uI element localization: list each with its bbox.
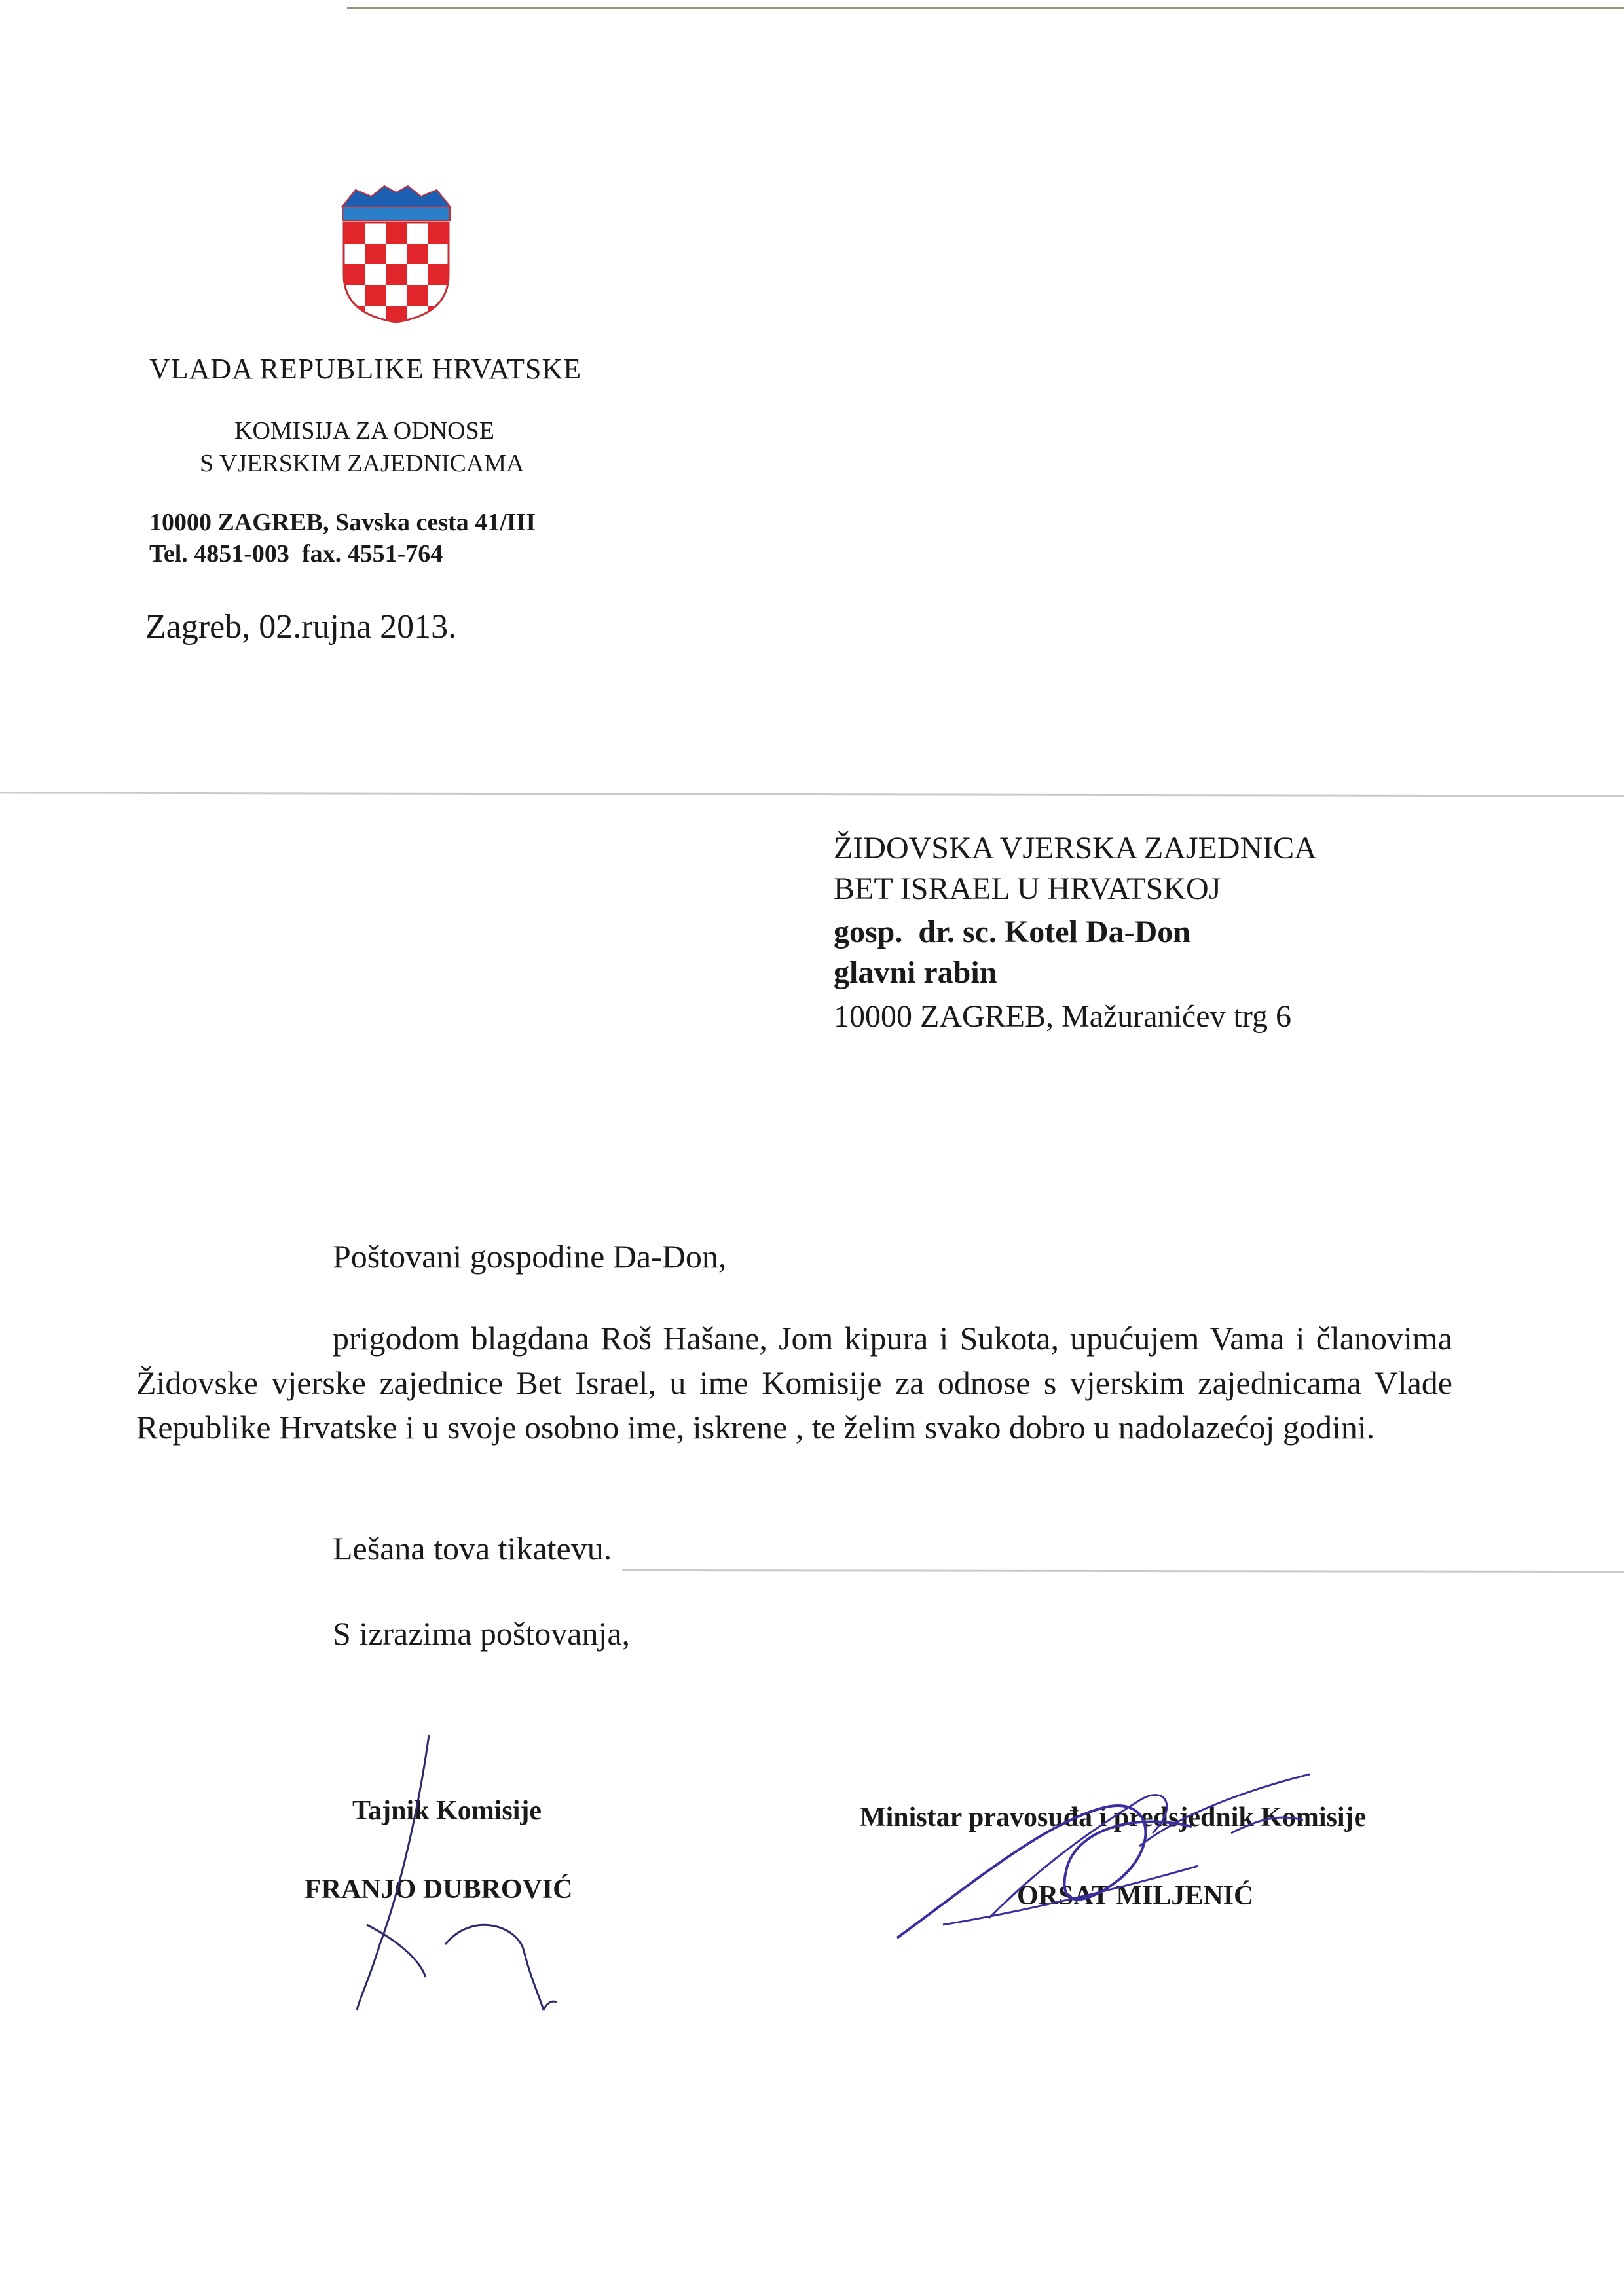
recipient-name: gosp. dr. sc. Kotel Da-Don <box>834 915 1190 949</box>
recipient-line1: ŽIDOVSKA VJERSKA ZAJEDNICA <box>834 831 1317 866</box>
sender-phone-fax: Tel. 4851-003 fax. 4551-764 <box>149 540 443 568</box>
letter-body <box>136 1316 1452 1449</box>
letter-date: Zagreb, 02.rujna 2013. <box>145 608 457 646</box>
right-signatory-role: Ministar pravosuđa i predsjednik Komisije <box>860 1802 1367 1832</box>
scan-top-edge <box>347 7 1624 9</box>
sender-address: 10000 ZAGREB, Savska cesta 41/III <box>149 509 536 536</box>
left-handwritten-signature <box>321 1728 596 2030</box>
commission-name-line1: KOMISIJA ZA ODNOSE <box>234 417 494 445</box>
recipient-address: 10000 ZAGREB, Mažuranićev trg 6 <box>834 999 1291 1034</box>
greeting-line: Lešana tova tikatevu. <box>333 1530 612 1567</box>
salutation: Poštovani gospodine Da-Don, <box>333 1238 727 1275</box>
commission-name-line2: S VJERSKIM ZAJEDNICAMA <box>200 450 525 477</box>
croatian-coat-of-arms-icon <box>337 183 455 324</box>
fold-crease-lower <box>622 1569 1624 1573</box>
government-title: VLADA REPUBLIKE HRVATSKE <box>149 353 582 385</box>
closing-line: S izrazima poštovanja, <box>333 1615 631 1652</box>
left-signatory-role: Tajnik Komisije <box>352 1796 542 1826</box>
recipient-title: glavni rabin <box>834 955 997 990</box>
fold-crease-upper <box>0 792 1624 797</box>
right-handwritten-signature <box>891 1768 1323 1951</box>
recipient-line2: BET ISRAEL U HRVATSKOJ <box>834 871 1221 906</box>
left-signatory-name: FRANJO DUBROVIĆ <box>304 1874 573 1904</box>
letter-body-paragraph: prigodom blagdana Roš Hašane, Jom kipura i Sukota, upućujem Vama i članovima Židovske vjerske zajednice Bet Israel, u ime Komisije za odnose s vjerskim zajednicama Vlade Republike Hrvatske i u svoje osobno ime, iskrene , te želim svako dobro u nadolazećoj godini. <box>136 1320 1452 1446</box>
right-signatory-name: ORSAT MILJENIĆ <box>1017 1881 1254 1911</box>
